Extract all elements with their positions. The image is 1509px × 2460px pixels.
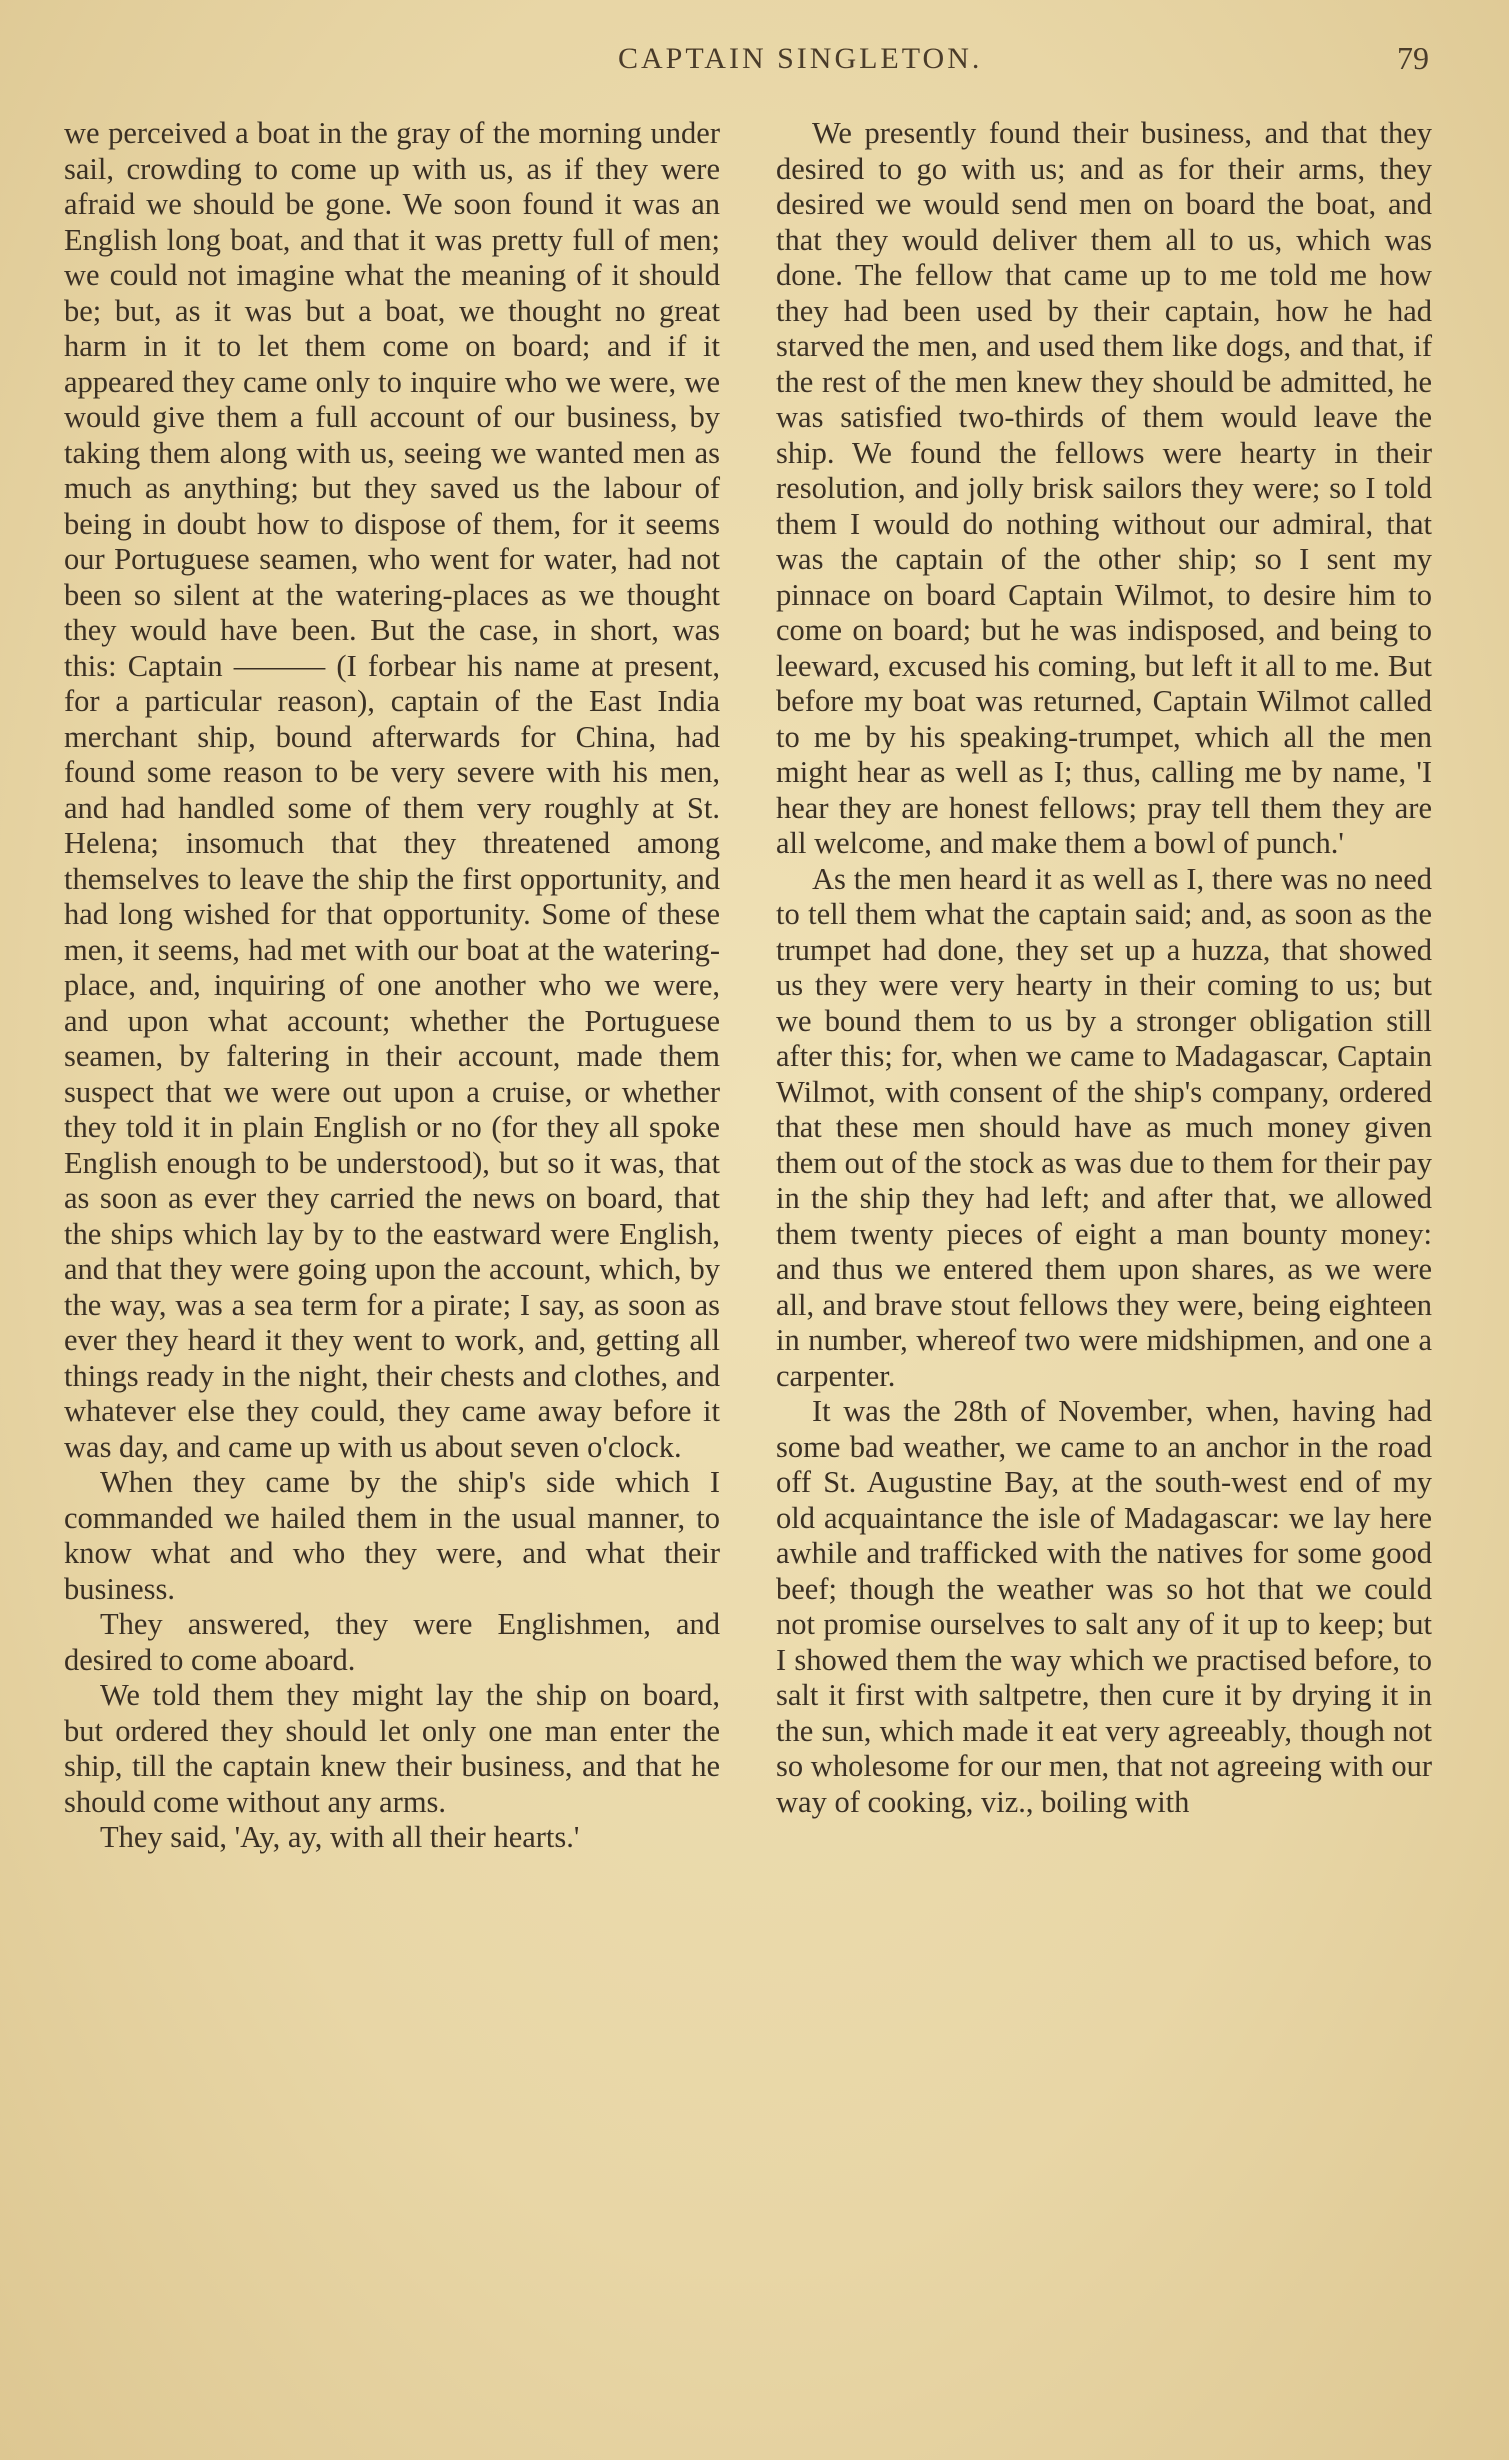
paragraph: They said, 'Ay, ay, with all their hearts.' bbox=[100, 1820, 580, 1854]
left-column bbox=[64, 116, 720, 1856]
paragraph: we perceived a boat in the gray of the morning under sail, crowding to come up with us, as if they were afraid we should be gone. We soon found it was an English long boat, and that it was pretty full of men; we could not imagine what the meaning of it should be; but, as it was but a boat, we thought no great harm in it to let them come on board; and if it appeared they came only to inquire who we were, we would give them a full account of our business, by taking them along with us, seeing we wanted men as much as anything; but they saved us the labour of being in doubt how to dispose of them, for it seems our Portuguese seamen, who went for water, had not been so silent at the watering-places as we thought they would have been. But the case, in short, was this: Captain ——— (I forbear his name at present, for a particular reason), captain of the East India merchant ship, bound afterwards for China, had found some reason to be very severe with his men, and had handled some of them very roughly at St. Helena; insomuch that they threatened among themselves to leave the ship the first opportunity, and had long wished for that opportunity. Some of these men, it seems, had met with our boat at the watering-place, and, inquiring of one another who we were, and upon what account; whether the Portuguese seamen, by faltering in their account, made them suspect that we were out upon a cruise, or whether they told it in plain English or no (for they all spoke English enough to be understood), but so it was, that as soon as ever they carried the news on board, that the ships which lay by to the eastward were English, and that they were going upon the account, which, by the way, was a sea term for a pirate; I say, as soon as ever they heard it they went to work, and, getting all things ready in the night, their chests and clothes, and whatever else they could, they came away before it was day, and came up with us about seven o'clock. bbox=[64, 116, 720, 1464]
paragraph: We told them they might lay the ship on board, but ordered they should let only one man enter the ship, till the captain knew their business, and that he should come without any arms. bbox=[64, 1678, 720, 1819]
right-column bbox=[776, 116, 1432, 1820]
running-title: CAPTAIN SINGLETON. bbox=[618, 42, 983, 75]
paragraph: As the men heard it as well as I, there was no need to tell them what the captain said; and, as soon as the trumpet had done, they set up a huzza, that showed us they were very hearty in their coming to us; but we bound them to us by a stronger obligation still after this; for, when we came to Madagascar, Captain Wilmot, with consent of the ship's company, ordered that these men should have as much money given them out of the stock as was due to them for their pay in the ship they had left; and after that, we allowed them twenty pieces of eight a man bounty money: and thus we entered them upon shares, as we were all, and brave stout fellows they were, being eighteen in number, whereof two were midshipmen, and one a carpenter. bbox=[776, 861, 1432, 1393]
paragraph: We presently found their business, and that they desired to go with us; and as for their arms, they desired we would send men on board the boat, and that they would deliver them all to us, which was done. The fellow that came up to me told me how they had been used by their captain, how he had starved the men, and used them like dogs, and that, if the rest of the men knew they should be admitted, he was satisfied two-thirds of them would leave the ship. We found the fellows were hearty in their resolution, and jolly brisk sailors they were; so I told them I would do nothing without our admiral, that was the captain of the other ship; so I sent my pinnace on board Captain Wilmot, to desire him to come on board; but he was indisposed, and being to leeward, excused his coming, but left it all to me. But before my boat was returned, Captain Wilmot called to me by his speaking-trumpet, which all the men might hear as well as I; thus, calling me by name, 'I hear they are honest fellows; pray tell them they are all welcome, and make them a bowl of punch.' bbox=[776, 116, 1432, 860]
page-header bbox=[40, 42, 1469, 82]
paragraph: They answered, they were Englishmen, and desired to come aboard. bbox=[64, 1607, 720, 1677]
page-number: 79 bbox=[1397, 40, 1429, 76]
paragraph: It was the 28th of November, when, having had some bad weather, we came to an anchor in the road off St. Augustine Bay, at the south-west end of my old acquaintance the isle of Madagascar: we lay here awhile and trafficked with the natives for some good beef; though the weather was so hot that we could not promise ourselves to salt any of it up to keep; but I showed them the way which we practised before, to salt it first with saltpetre, then cure it by drying it in the sun, which made it eat very agreeably, though not so wholesome for our men, that not agreeing with our way of cooking, viz., boiling with bbox=[776, 1394, 1432, 1819]
paragraph: When they came by the ship's side which I commanded we hailed them in the usual manner, to know what and who they were, and what their business. bbox=[64, 1465, 720, 1606]
